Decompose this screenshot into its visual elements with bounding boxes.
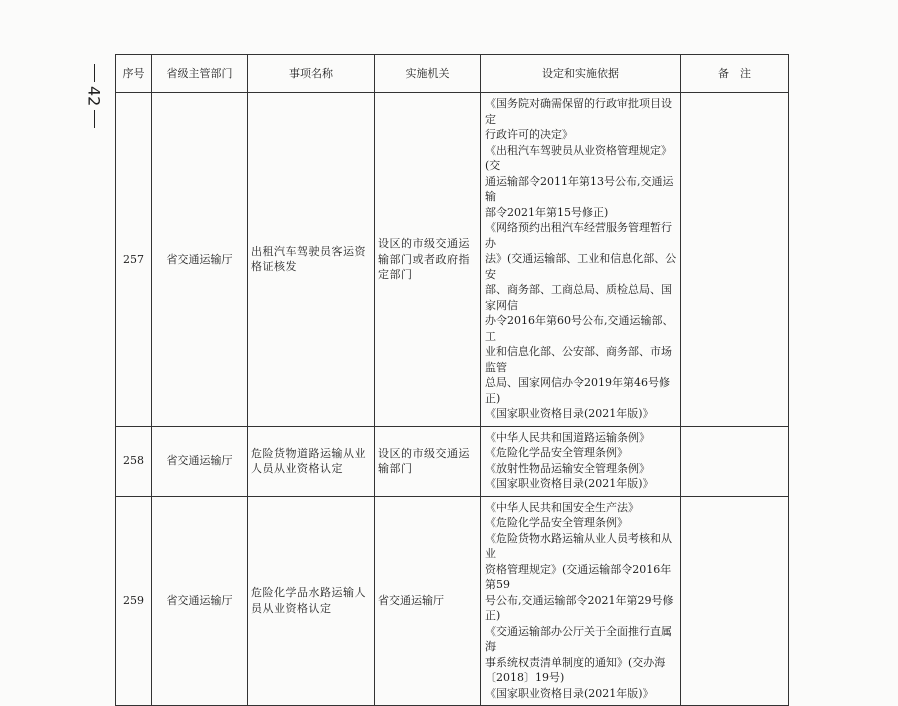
basis-line: 《放射性物品运输安全管理条例》 [485,461,650,475]
basis-line: 《国家职业资格目录(2021年版)》 [485,477,654,490]
cell-basis [481,496,681,706]
cell-agency: 设区的市级交通运输部门 [375,426,481,496]
cell-basis [481,93,681,427]
basis-line: 法》(交通运输部、工业和信息化部、公安 [485,252,677,281]
basis-line: 总局、国家网信办令2019年第46号修正) [485,376,670,405]
approval-items-table [115,54,789,706]
table-header-row [116,55,789,93]
cell-seq: 258 [116,426,152,496]
basis-line: 业和信息化部、公安部、商务部、市场监管 [485,345,672,374]
cell-item: 出租汽车驾驶员客运资格证核发 [248,93,375,427]
cell-note [681,426,789,496]
header-agency: 实施机关 [375,55,481,93]
cell-basis [481,426,681,496]
basis-line: 办令2016年第60号公布,交通运输部、工 [485,314,674,343]
cell-seq: 259 [116,496,152,706]
basis-line: 《国家职业资格目录(2021年版)》 [485,686,654,700]
cell-item: 危险化学品水路运输人员从业资格认定 [248,496,375,706]
page-number-dash-bottom [94,110,95,128]
table-row [116,496,789,706]
basis-line: 部、商务部、工商总局、质检总局、国家网信 [485,283,672,312]
header-note: 备 注 [681,55,789,93]
basis-line: 通运输部令2011年第13号公布,交通运输 [485,174,674,203]
basis-line: 《交通运输部办公厅关于全面推行直属海 [485,624,672,653]
basis-line: 行政许可的决定》 [485,128,573,141]
basis-line: 《中华人民共和国安全生产法》 [485,500,639,514]
header-item: 事项名称 [248,55,375,93]
cell-dept: 省交通运输厅 [152,93,248,427]
cell-note [681,93,789,427]
cell-dept: 省交通运输厅 [152,496,248,706]
basis-line: 〔2018〕19号) [485,671,565,684]
basis-line: 事系统权责清单制度的通知》(交办海 [485,655,666,669]
basis-line: 《国务院对确需保留的行政审批项目设定 [485,97,672,126]
header-seq: 序号 [116,55,152,93]
cell-item: 危险货物道路运输从业人员从业资格认定 [248,426,375,496]
basis-line: 《危险化学品安全管理条例》 [485,516,628,529]
basis-line: 资格管理规定》(交通运输部令2016年第59 [485,562,672,591]
cell-dept: 省交通运输厅 [152,426,248,496]
basis-line: 号公布,交通运输部令2021年第29号修正) [485,593,674,622]
basis-line: 《中华人民共和国道路运输条例》 [485,430,650,444]
table-row [116,93,789,427]
header-dept: 省级主管部门 [152,55,248,93]
cell-agency: 设区的市级交通运输部门或者政府指定部门 [375,93,481,427]
page-number [79,64,109,154]
cell-seq: 257 [116,93,152,427]
basis-line: 《出租汽车驾驶员从业资格管理规定》(交 [485,143,672,172]
table-row [116,426,789,496]
cell-agency: 省交通运输厅 [375,496,481,706]
basis-line: 《网络预约出租汽车经营服务管理暂行办 [485,221,672,250]
basis-line: 部令2021年第15号修正) [485,205,609,219]
basis-line: 《危险货物水路运输从业人员考核和从业 [485,531,672,560]
page-number-text: 42 [84,86,104,107]
basis-line: 《国家职业资格目录(2021年版)》 [485,407,654,420]
basis-line: 《危险化学品安全管理条例》 [485,446,628,459]
header-basis: 设定和实施依据 [481,55,681,93]
page-number-dash-top [94,64,95,82]
cell-note [681,496,789,706]
